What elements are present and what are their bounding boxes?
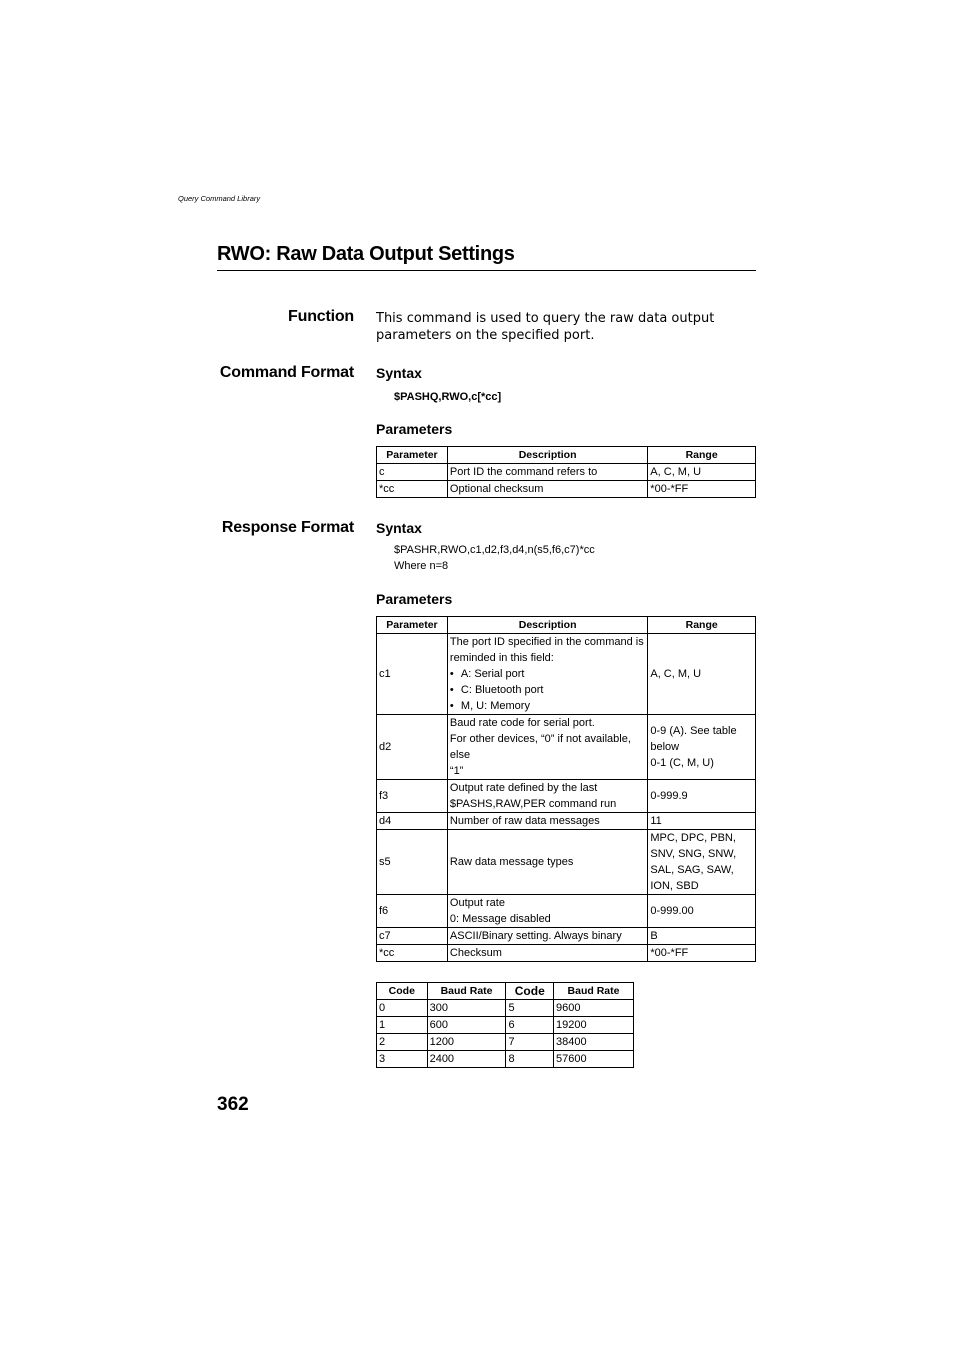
function-heading: Function: [288, 308, 354, 325]
table-row: [377, 813, 756, 830]
column-header: Range: [648, 617, 756, 634]
table-cell: 3: [377, 1051, 428, 1068]
table-row: [377, 1051, 634, 1068]
range-line: B: [650, 930, 658, 942]
range-line: SAL, SAG, SAW,: [650, 864, 734, 876]
table-cell: 38400: [554, 1034, 634, 1051]
range-cell: [648, 634, 756, 715]
table-row: [377, 1034, 634, 1051]
table-row: [377, 928, 756, 945]
param-cell: d4: [377, 813, 448, 830]
table-cell: 19200: [554, 1017, 634, 1034]
page-title: RWO: Raw Data Output Settings: [217, 243, 756, 271]
param-cell: *cc: [377, 481, 448, 498]
baud-table-body: [377, 1000, 634, 1068]
range-cell: [648, 813, 756, 830]
param-cell: c: [377, 464, 448, 481]
param-cell: c7: [377, 928, 448, 945]
table-row: [377, 715, 756, 780]
range-cell: [648, 928, 756, 945]
description-line: 0: Message disabled: [449, 913, 551, 925]
description-line: Baud rate code for serial port.: [449, 717, 595, 729]
description-cell: [447, 634, 647, 715]
description-line: Checksum: [449, 947, 502, 959]
table-row: [377, 945, 756, 962]
description-line: reminded in this field:: [449, 652, 554, 664]
description-line: Output rate defined by the last: [449, 782, 598, 794]
param-cell: *cc: [377, 945, 448, 962]
table-cell: 300: [427, 1000, 506, 1017]
table-row: [377, 464, 756, 481]
description-line: “1”: [449, 765, 464, 777]
table-cell: 600: [427, 1017, 506, 1034]
table-cell: 9600: [554, 1000, 634, 1017]
table-header-row: [377, 983, 634, 1000]
description-cell: [447, 830, 647, 895]
command-format-heading: Command Format: [219, 364, 354, 381]
description-line: Output rate: [449, 897, 505, 909]
description-cell: [447, 895, 647, 928]
range-line: 0-1 (C, M, U): [650, 757, 714, 769]
page-number: 362: [217, 1094, 249, 1115]
param-cell: s5: [377, 830, 448, 895]
range-line: 0-9 (A). See table: [650, 725, 737, 737]
description-line: ASCII/Binary setting. Always binary: [449, 930, 622, 942]
description-line: The port ID specified in the command is: [449, 636, 644, 648]
table-row: [377, 830, 756, 895]
response-parameters-table: [376, 616, 756, 962]
range-cell: [648, 945, 756, 962]
bullet-item: • C: Bluetooth port: [450, 682, 645, 698]
table-row: [377, 634, 756, 715]
column-header: Baud Rate: [427, 983, 506, 1000]
table-cell: 6: [506, 1017, 554, 1034]
bullet-list: [450, 666, 645, 714]
range-line: below: [650, 741, 680, 753]
table-cell: 8: [506, 1051, 554, 1068]
column-header: Parameter: [377, 617, 448, 634]
response-format-heading: Response Format: [221, 519, 354, 536]
table-cell: 7: [506, 1034, 554, 1051]
column-header: Parameter: [377, 447, 448, 464]
table-cell: 2400: [427, 1051, 506, 1068]
range-line: A, C, M, U: [650, 668, 702, 680]
range-cell: *00-*FF: [648, 481, 756, 498]
description-cell: Port ID the command refers to: [447, 464, 647, 481]
column-header: Description: [447, 617, 647, 634]
table-row: [377, 1000, 634, 1017]
description-cell: [447, 928, 647, 945]
description-cell: [447, 715, 647, 780]
table-cell: 57600: [554, 1051, 634, 1068]
description-line: For other devices, “0” if not available, else: [449, 733, 631, 761]
param-cell: d2: [377, 715, 448, 780]
column-header: Code: [506, 983, 554, 1000]
description-line: Raw data message types: [449, 856, 574, 868]
range-line: SNV, SNG, SNW,: [650, 848, 737, 860]
range-line: *00-*FF: [650, 947, 689, 959]
description-cell: [447, 780, 647, 813]
description-line: $PASHS,RAW,PER command run: [449, 798, 617, 810]
function-text-line: parameters on the specified port.: [376, 328, 595, 343]
table-header-row: [377, 617, 756, 634]
function-text-line: This command is used to query the raw data output: [376, 311, 715, 326]
response-syntax-line: $PASHR,RWO,c1,d2,f3,d4,n(s5,f6,c7)*cc: [394, 544, 595, 556]
table-header-row: [377, 447, 756, 464]
column-header: Code: [377, 983, 428, 1000]
range-cell: [648, 895, 756, 928]
range-cell: A, C, M, U: [648, 464, 756, 481]
table-cell: 1200: [427, 1034, 506, 1051]
bullet-item: • A: Serial port: [450, 666, 645, 682]
table-row: [377, 780, 756, 813]
column-header: Description: [447, 447, 647, 464]
command-parameters-table: [376, 446, 756, 498]
command-parameters-heading: Parameters: [376, 421, 453, 437]
range-line: ION, SBD: [650, 880, 699, 892]
description-cell: [447, 945, 647, 962]
range-line: 0-999.00: [650, 905, 694, 917]
baud-rate-table: [376, 982, 634, 1068]
table-row: [377, 895, 756, 928]
param-cell: c1: [377, 634, 448, 715]
description-cell: Optional checksum: [447, 481, 647, 498]
description-cell: [447, 813, 647, 830]
table-cell: 0: [377, 1000, 428, 1017]
response-table-body: [377, 634, 756, 962]
range-cell: [648, 715, 756, 780]
column-header: Baud Rate: [554, 983, 634, 1000]
param-cell: f6: [377, 895, 448, 928]
table-row: [377, 481, 756, 498]
table-cell: 2: [377, 1034, 428, 1051]
response-syntax: [394, 542, 595, 574]
command-syntax: $PASHQ,RWO,c[*cc]: [394, 391, 502, 403]
column-header: Range: [648, 447, 756, 464]
table-cell: 1: [377, 1017, 428, 1034]
range-cell: [648, 830, 756, 895]
range-line: 11: [650, 815, 662, 827]
running-header: Query Command Library: [178, 194, 261, 203]
description-line: Number of raw data messages: [449, 815, 600, 827]
param-cell: f3: [377, 780, 448, 813]
command-syntax-heading: Syntax: [376, 365, 422, 381]
response-syntax-heading: Syntax: [376, 520, 422, 536]
range-cell: [648, 780, 756, 813]
table-cell: 5: [506, 1000, 554, 1017]
response-syntax-note: Where n=8: [394, 560, 449, 572]
response-parameters-heading: Parameters: [376, 591, 453, 607]
table-row: [377, 1017, 634, 1034]
range-line: MPC, DPC, PBN,: [650, 832, 736, 844]
range-line: 0-999.9: [650, 790, 688, 802]
function-description: [376, 310, 714, 344]
bullet-item: • M, U: Memory: [450, 698, 645, 714]
